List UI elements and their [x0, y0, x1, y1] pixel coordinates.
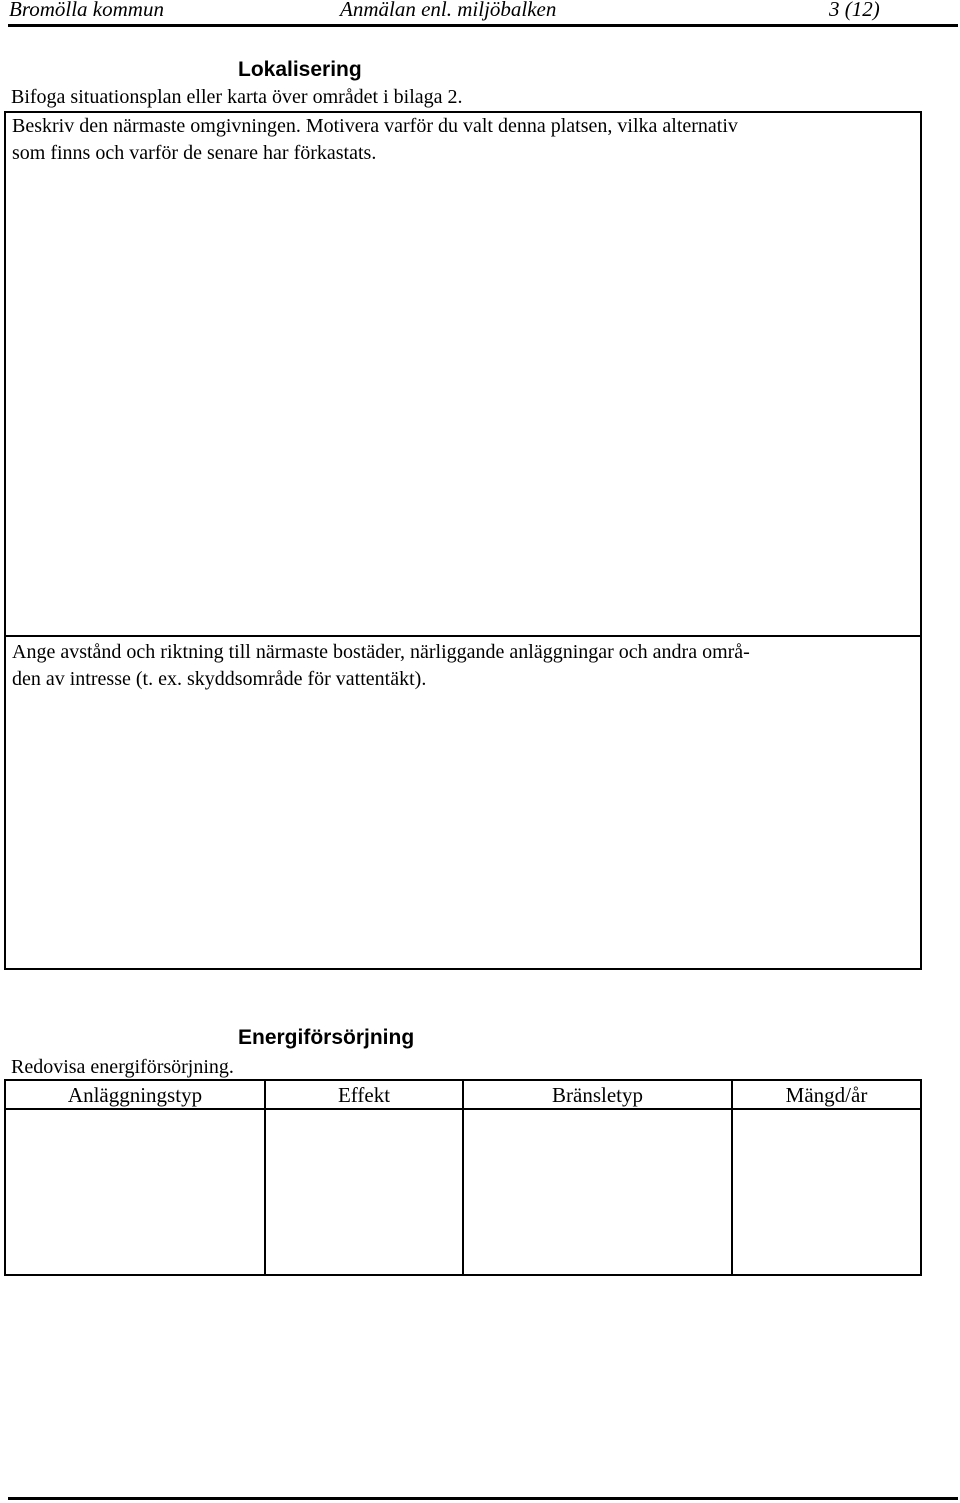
- distance-prompt-line-1: Ange avstånd och riktning till närmaste bostäder, närliggande anläggningar och andra områ-: [12, 641, 750, 663]
- surroundings-prompt-box: [4, 111, 922, 169]
- energy-instruction: Redovisa energiförsörjning.: [11, 1056, 234, 1078]
- energy-cell-power[interactable]: [266, 1110, 462, 1274]
- surroundings-prompt-line-2: som finns och varför de senare har förkastats.: [12, 142, 377, 164]
- section-heading-energy: Energiförsörjning: [238, 1026, 415, 1049]
- header-document-title: Anmälan enl. miljöbalken: [340, 0, 557, 21]
- localization-instruction: Bifoga situationsplan eller karta över området i bilaga 2.: [11, 86, 463, 108]
- energy-cell-amount-per-year[interactable]: [733, 1110, 920, 1274]
- surroundings-answer-field[interactable]: [4, 167, 922, 637]
- footer-divider: [8, 1497, 958, 1500]
- energy-cell-facility-type[interactable]: [6, 1110, 264, 1274]
- section-heading-localization: Lokalisering: [238, 58, 362, 81]
- energy-cell-fuel-type[interactable]: [464, 1110, 731, 1274]
- header-municipality: Bromölla kommun: [9, 0, 164, 21]
- distance-prompt-line-2: den av intresse (t. ex. skyddsområde för vattentäkt).: [12, 668, 427, 690]
- header-divider: [8, 24, 958, 27]
- distance-prompt-box: [4, 635, 922, 694]
- energy-col-header-fuel-type: Bränsletyp: [552, 1083, 643, 1107]
- distance-answer-field[interactable]: [4, 692, 922, 970]
- energy-col-header-power: Effekt: [337, 1083, 391, 1107]
- energy-col-header-amount-per-year: Mängd/år: [785, 1083, 868, 1107]
- header-page-number: 3 (12): [829, 0, 880, 21]
- energy-col-header-facility-type: Anläggningstyp: [67, 1083, 203, 1107]
- surroundings-prompt-line-1: Beskriv den närmaste omgivningen. Motivera varför du valt denna platsen, vilka alternativ: [12, 115, 738, 137]
